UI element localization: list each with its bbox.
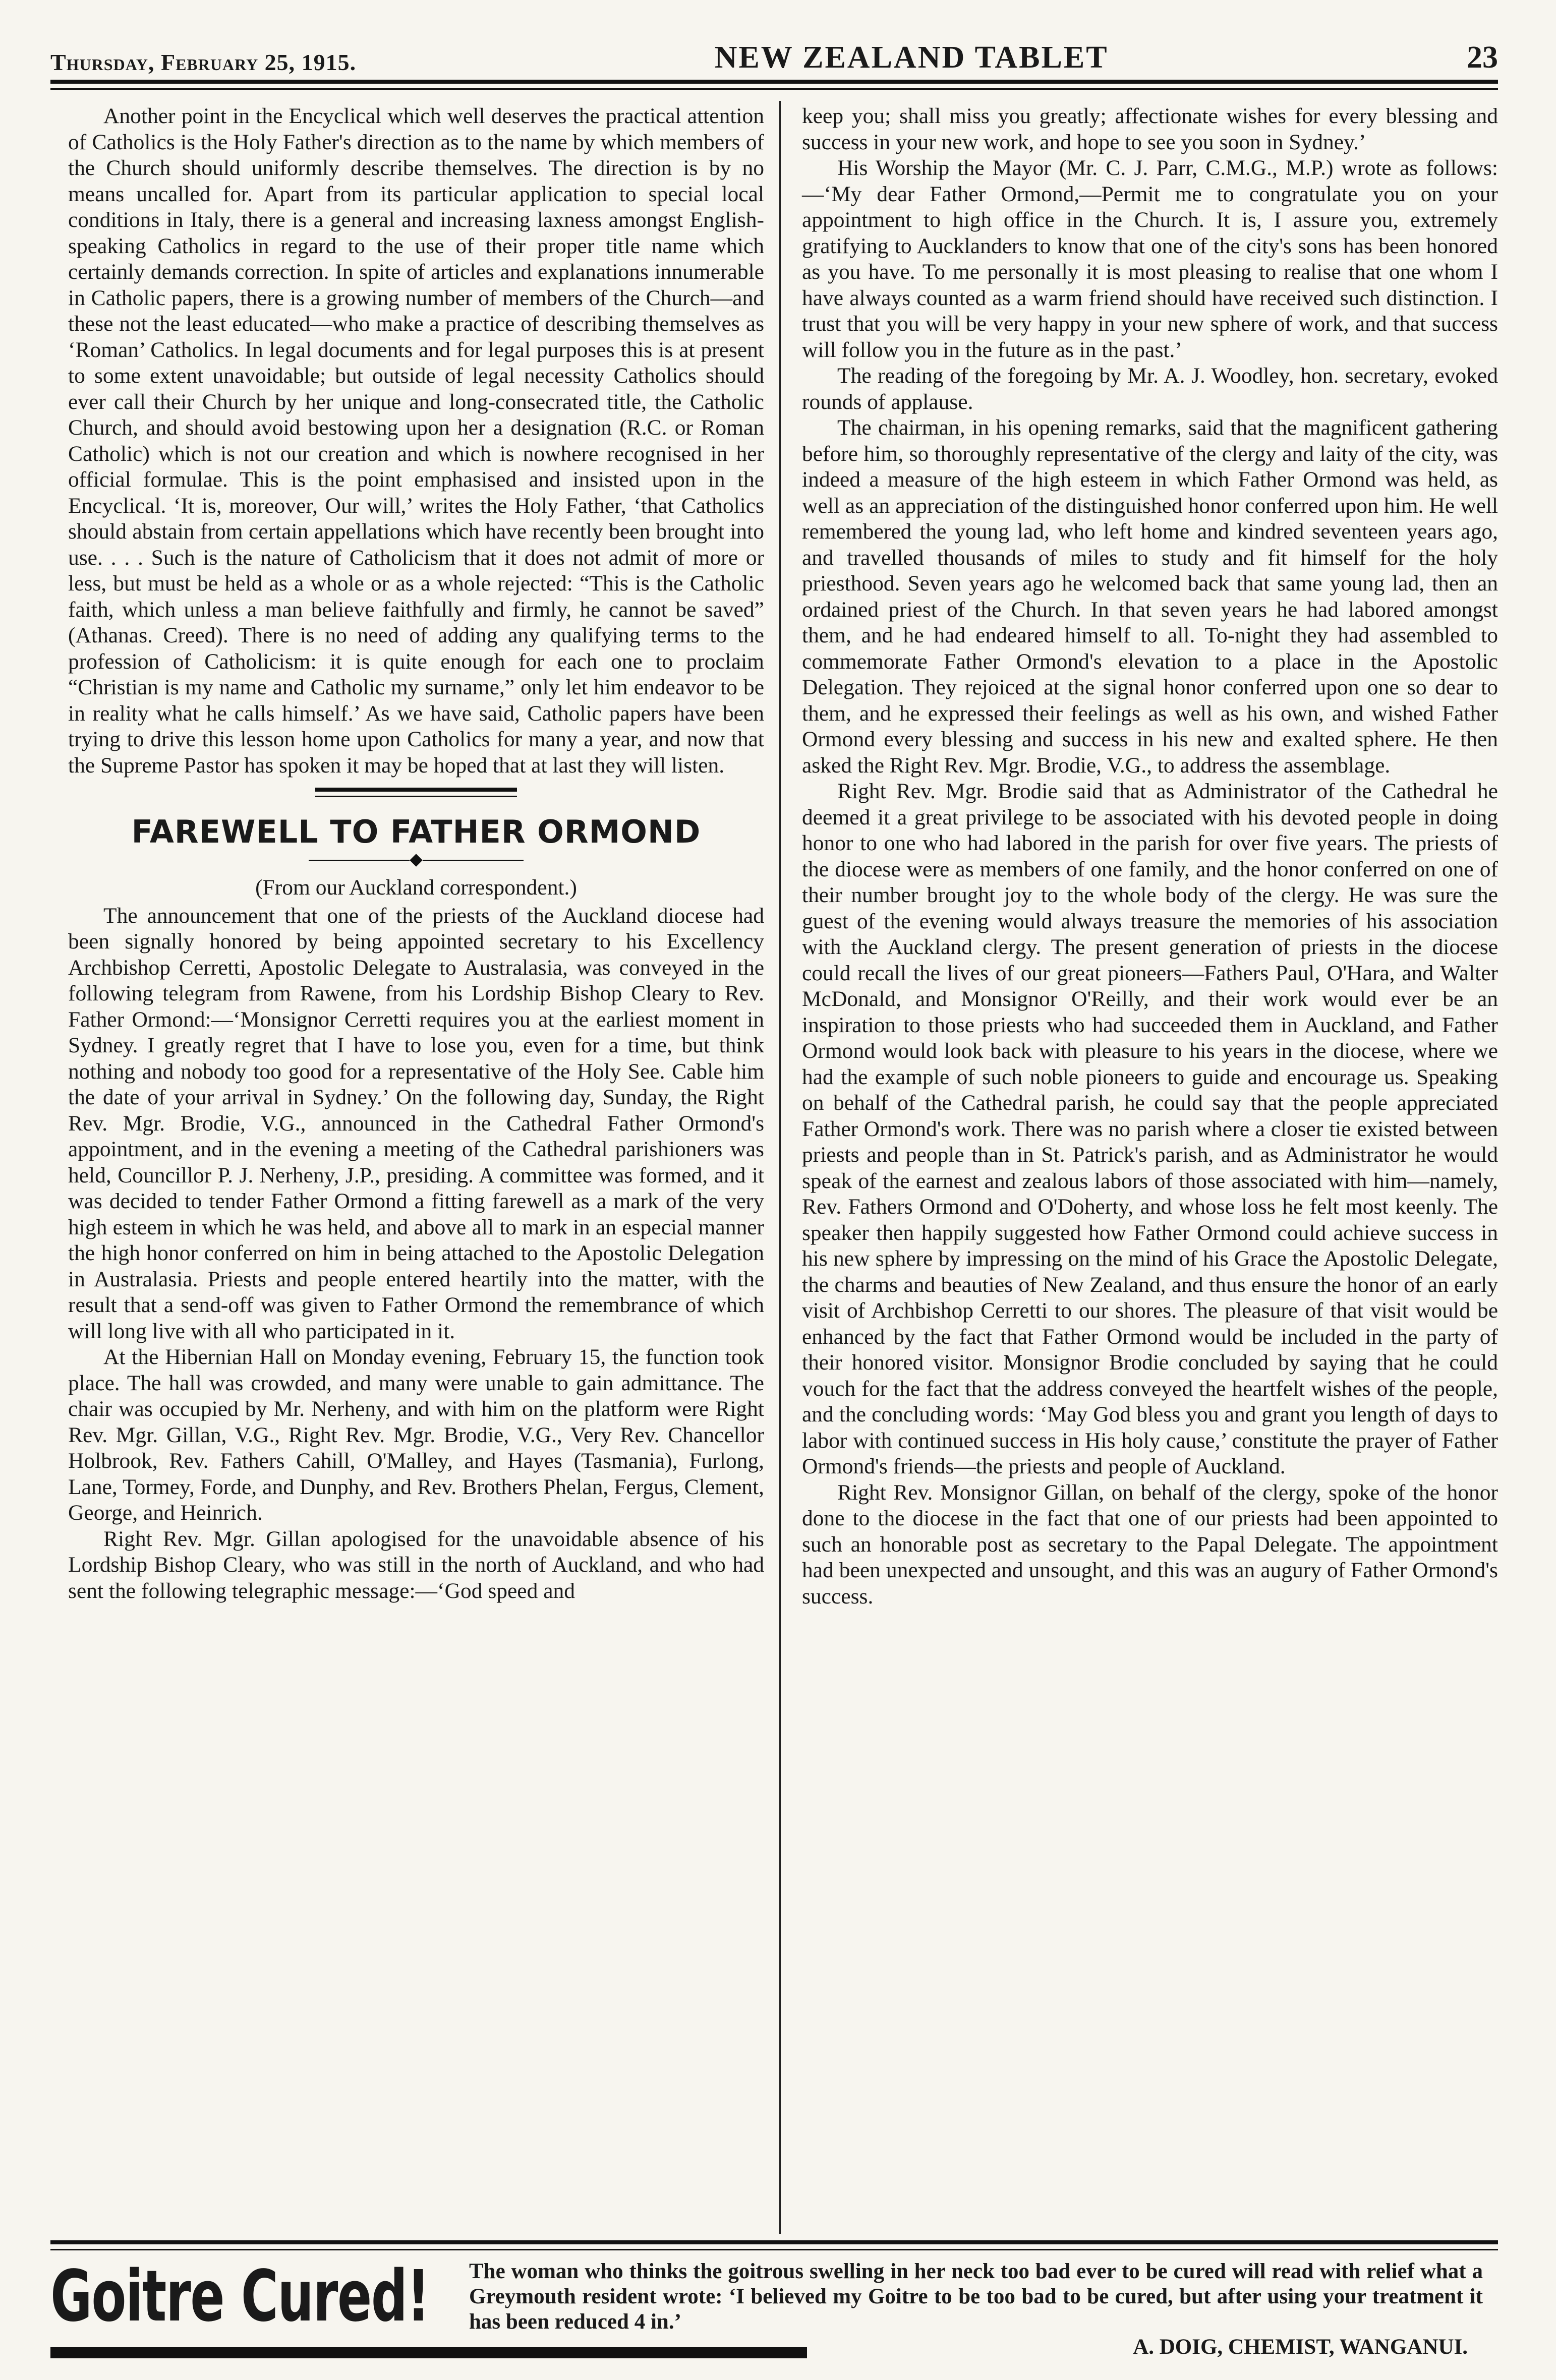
article-paragraph: Right Rev. Mgr. Gillan apologised for the unavoidable absence of his Lordship Bishop Cleary, who was still in the north of Auckland, and who had sent the following telegraphic message:—‘God speed and xyxy=(68,1526,764,1603)
article-continuation: keep you; shall miss you greatly; affectionate wishes for every blessing and success in your new work, and hope to see you soon in Sydney.’ xyxy=(802,104,1498,154)
article-headline: FAREWELL TO FATHER ORMOND xyxy=(131,813,701,850)
article-paragraph: The reading of the foregoing by Mr. A. J. Woodley, hon. secretary, evoked rounds of applause. xyxy=(802,364,1498,414)
article-paragraph: At the Hibernian Hall on Monday evening, February 15, the function took place. The hall was crowded, and many were unable to gain admittance. The chair was occupied by Mr. Nerheny, and with him on the platform were Right Rev. Mgr. Gillan, V.G., Right Rev. Mgr. Brodie, V.G., Very Rev. Chancellor Holbrook, Rev. Fathers Cahill, O'Malley, and Hayes (Tasmania), Furlong, Lane, Tormey, Forde, and Dunphy, and Rev. Brothers Phelan, Fergus, Clement, George, and Heinrich. xyxy=(68,1345,764,1525)
section-separator xyxy=(315,788,517,797)
issue-date: Thursday, February 25, 1915. xyxy=(50,49,357,75)
cropped-ad-strip xyxy=(50,2347,807,2358)
ad-body xyxy=(469,2259,1483,2360)
article-paragraph: Right Rev. Mgr. Brodie said that as Administrator of the Cathedral he deemed it a great privilege to be associated with his devoted people in doing honor to one who had labored in the parish for over five years. The priests of the diocese were as members of one family, and the honor conferred on one of their number brought joy to the whole body of the clergy. He was sure the guest of the evening would always treasure the memories of his association with the Auckland clergy. The present generation of priests in the diocese could recall the lives of our great pioneers—Fathers Paul, O'Hara, and Walter McDonald, and Monsignor O'Reilly, and their work would ever be an inspiration to those priests who had succeeded them in Auckland, and Father Ormond would look back with pleasure to his years in the diocese, where we had the example of such noble pioneers to guide and encourage us. Speaking on behalf of the Cathedral parish, he could say that the people appreciated Father Ormond's work. There was no parish where a closer tie existed between priests and people than in St. Patrick's parish, and as Administrator he would speak of the earnest and zealous labors of those associated with him—namely, Rev. Fathers Ormond and O'Doherty, and whose loss he felt most keenly. The speaker then happily suggested how Father Ormond could achieve success in his new sphere by impressing on the mind of his Grace the Apostolic Delegate, the charms and beauties of New Zealand, and thus ensure the honor of an early visit of Archbishop Cerretti to our shores. The pleasure of that visit would be enhanced by the fact that Father Ormond would be included in the party of their honored visitor. Monsignor Brodie concluded by saying that he could vouch for the fact that the address conveyed the heartfelt wishes of the people, and the concluding words: ‘May God bless you and grant you length of days to labor with continued success in His holy cause,’ constitute the prayer of Father Ormond's friends—the priests and people of Auckland. xyxy=(802,779,1498,1478)
correspondent-credit: (From our Auckland correspondent.) xyxy=(255,875,577,900)
header-rule-thin xyxy=(50,88,1498,90)
page-number: 23 xyxy=(1467,40,1498,75)
ad-chemist: A. DOIG, CHEMIST, WANGANUI. xyxy=(1133,2335,1468,2359)
page-header xyxy=(50,30,1498,76)
publication-title: NEW ZEALAND TABLET xyxy=(714,40,1109,75)
article-paragraph: The chairman, in his opening remarks, said that the magnificent gathering before him, so thoroughly representative of the clergy and laity of the city, was indeed a measure of the high esteem in which Father Ormond was held, as well as an appreciation of the distinguished honor conferred upon him. He well remembered the young lad, who left home and kindred seventeen years ago, and travelled thousands of miles to study and fit himself for the holy priesthood. Seven years ago he welcomed back that same young lad, then an ordained priest of the Church. In that seven years he had labored amongst them, and he had endeared himself to all. To-night they had assembled to commemorate Father Ormond's elevation to a place in the Apostolic Delegation. They rejoiced at the signal honor conferred upon one so dear to them, and he expressed their feelings as well as his own, and wished Father Ormond every blessing and success in his new and exalted sphere. He then asked the Right Rev. Mgr. Brodie, V.G., to address the assemblage. xyxy=(802,415,1498,778)
headline-ornament xyxy=(68,856,764,865)
header-rule-thick xyxy=(50,80,1498,84)
ad-brand: Goitre Cured! xyxy=(50,2255,430,2338)
article-paragraph: The announcement that one of the priests of the Auckland diocese had been signally honored by being appointed secretary to his Excellency Archbishop Cerretti, Apostolic Delegate to Australasia, was conveyed in the following telegram from Rawene, from his Lordship Bishop Cleary to Rev. Father Ormond:—‘Monsignor Cerretti requires you at the earliest moment in Sydney. I greatly regret that I have to lose you, even for a time, but think nothing and nobody too good for a representative of the Holy See. Cable him the date of your arrival in Sydney.’ On the following day, Sunday, the Right Rev. Mgr. Brodie, V.G., announced in the Cathedral Father Ormond's appointment, and in the evening a meeting of the Cathedral parishioners was held, Councillor P. J. Nerheny, J.P., presiding. A committee was formed, and it was decided to tender Father Ormond a fitting farewell as a mark of the very high esteem in which he was held, and above all to mark in an especial manner the high honor conferred on him in being attached to the Apostolic Delegation in Australasia. Priests and people entered heartily into the matter, with the result that a send-off was given to Father Ormond the remembrance of which will long live with all who participated in it. xyxy=(68,903,764,1343)
column-divider xyxy=(779,101,781,2234)
footer-rule-thin xyxy=(50,2249,1498,2250)
diamond-icon xyxy=(410,854,422,866)
left-column xyxy=(68,103,764,1604)
encyclical-paragraph: Another point in the Encyclical which well deserves the practical attention of Catholics is the Holy Father's direction as to the name by which members of the Church should uniformly describe themselves. The direction is by no means uncalled for. Apart from its particular application to special local conditions in Italy, there is a general and increasing laxness amongst English-speaking Catholics in regard to the use of their proper title name which certainly demands correction. In spite of articles and explanations innumerable in Catholic papers, there is a growing number of members of the Church—and these not the least educated—who make a practice of describing themselves as ‘Roman’ Catholics. In legal documents and for legal purposes this is at present to some extent unavoidable; but outside of legal necessity Catholics should ever call their Church by her unique and long-consecrated title, the Catholic Church, and should avoid bestowing upon her a designation (R.C. or Roman Catholic) which is not our creation and which is nowhere recognised in her official formulae. This is the point emphasised and insisted upon in the Encyclical. ‘It is, moreover, Our will,’ writes the Holy Father, ‘that Catholics should abstain from certain appellations which have recently been brought into use. . . . Such is the nature of Catholicism that it does not admit of more or less, but must be held as a whole or as a whole rejected: “This is the Catholic faith, which unless a man believe faithfully and firmly, he cannot be saved” (Athanas. Creed). There is no need of adding any qualifying terms to the profession of Catholicism: it is quite enough for each one to proclaim “Christian is my name and Catholic my surname,” only let him endeavor to be in reality what he calls himself.’ As we have said, Catholic papers have been trying to drive this lesson home upon Catholics for many a year, and now that the Supreme Pastor has spoken it may be hoped that at last they will listen. xyxy=(68,104,764,778)
article-paragraph: His Worship the Mayor (Mr. C. J. Parr, C.M.G., M.P.) wrote as follows:—‘My dear Father Ormond,—Permit me to congratulate you on your appointment to high office in the Church. It is, I assure you, extremely gratifying to Aucklanders to know that one of the city's sons has been honored as you have. To me personally it is most pleasing to realise that one whom I have always counted as a warm friend should have received such distinction. I trust that you will be very happy in your new sphere of work, and that success will follow you in the future as in the past.’ xyxy=(802,156,1498,362)
right-column xyxy=(802,103,1498,1610)
ad-text: The woman who thinks the goitrous swelling in her neck too bad ever to be cured will read with relief what a Greymouth resident wrote: ‘I believed my Goitre to be too bad to be cured, but after using your treatment it has been reduced 4 in.’ xyxy=(469,2259,1483,2334)
footer-rule-thick xyxy=(50,2240,1498,2244)
article-paragraph: Right Rev. Monsignor Gillan, on behalf of the clergy, spoke of the honor done to the diocese in the fact that one of our priests had been appointed to such an honorable post as secretary to the Papal Delegate. The appointment had been unexpected and unsought, and this was an augury of Father Ormond's success. xyxy=(802,1480,1498,1609)
goitre-advertisement xyxy=(50,2255,1498,2360)
